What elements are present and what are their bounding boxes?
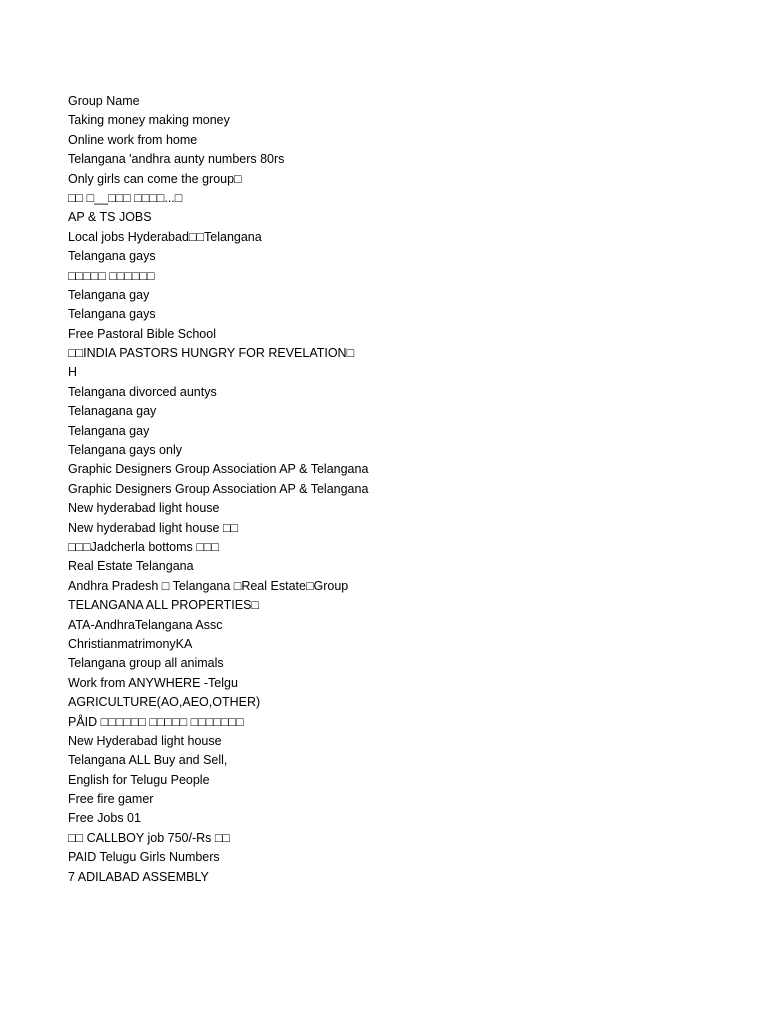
list-item: Work from ANYWHERE -Telgu [68, 675, 238, 690]
list-item: AGRICULTURE(AO,AEO,OTHER) [68, 695, 261, 710]
list-item: Telanagana gay [68, 404, 157, 419]
list-item: Telangana group all animals [68, 656, 224, 671]
list-item: Graphic Designers Group Association AP & Telangana [68, 462, 369, 477]
list-item: PAID Telugu Girls Numbers [68, 850, 220, 865]
list-item: ChristianmatrimonyKA [68, 636, 193, 651]
list-item: Local jobs Hyderabad□□Telangana [68, 229, 262, 244]
column-header: Group Name [68, 94, 140, 108]
list-item: Online work from home [68, 132, 198, 147]
list-item: 7 ADILABAD ASSEMBLY [68, 869, 209, 884]
list-item: PÅID □□□□□□ □□□□□ □□□□□□□ [68, 714, 244, 729]
list-item: Only girls can come the group□ [68, 171, 242, 186]
list-item: □□□□□ □□□□□□ [68, 268, 155, 283]
list-item: Taking money making money [68, 113, 230, 128]
list-item: New hyderabad light house □□ [68, 520, 239, 535]
list-item: Free fire gamer [68, 792, 154, 807]
list-item: Telangana gays only [68, 443, 182, 458]
list-item: Free Jobs 01 [68, 811, 141, 826]
list-item: English for Telugu People [68, 772, 210, 787]
list-item: Telangana gay [68, 423, 150, 438]
list-item: Real Estate Telangana [68, 559, 194, 574]
list-item: Telangana 'andhra aunty numbers 80rs [68, 152, 285, 167]
list-item: □□ CALLBOY job 750/-Rs □□ [68, 830, 230, 845]
list-item: Graphic Designers Group Association AP & Telangana [68, 481, 369, 496]
list-item: Free Pastoral Bible School [68, 326, 216, 341]
list-item: □□□Jadcherla bottoms □□□ [68, 539, 219, 554]
list-item: New hyderabad light house [68, 501, 220, 516]
list-item: New Hyderabad light house [68, 733, 222, 748]
list-item: H [68, 365, 78, 380]
list-item: Telangana ALL Buy and Sell, [68, 753, 228, 768]
list-item: Telangana gay [68, 287, 150, 302]
list-item: Andhra Pradesh □ Telangana □Real Estate□Group [68, 578, 349, 593]
list-item: Telangana gays [68, 307, 156, 322]
list-item: □□INDIA PASTORS HUNGRY FOR REVELATION□ [68, 346, 355, 361]
list-item: Telangana gays [68, 249, 156, 264]
list-item: □□ □__□□□ □□□□...□ [68, 190, 183, 205]
list-item: ATA-AndhraTelangana Assc [68, 617, 223, 632]
list-item: TELANGANA ALL PROPERTIES□ [68, 598, 259, 613]
group-name-list [68, 92, 368, 887]
list-item: AP & TS JOBS [68, 210, 152, 225]
list-item: Telangana divorced auntys [68, 384, 217, 399]
